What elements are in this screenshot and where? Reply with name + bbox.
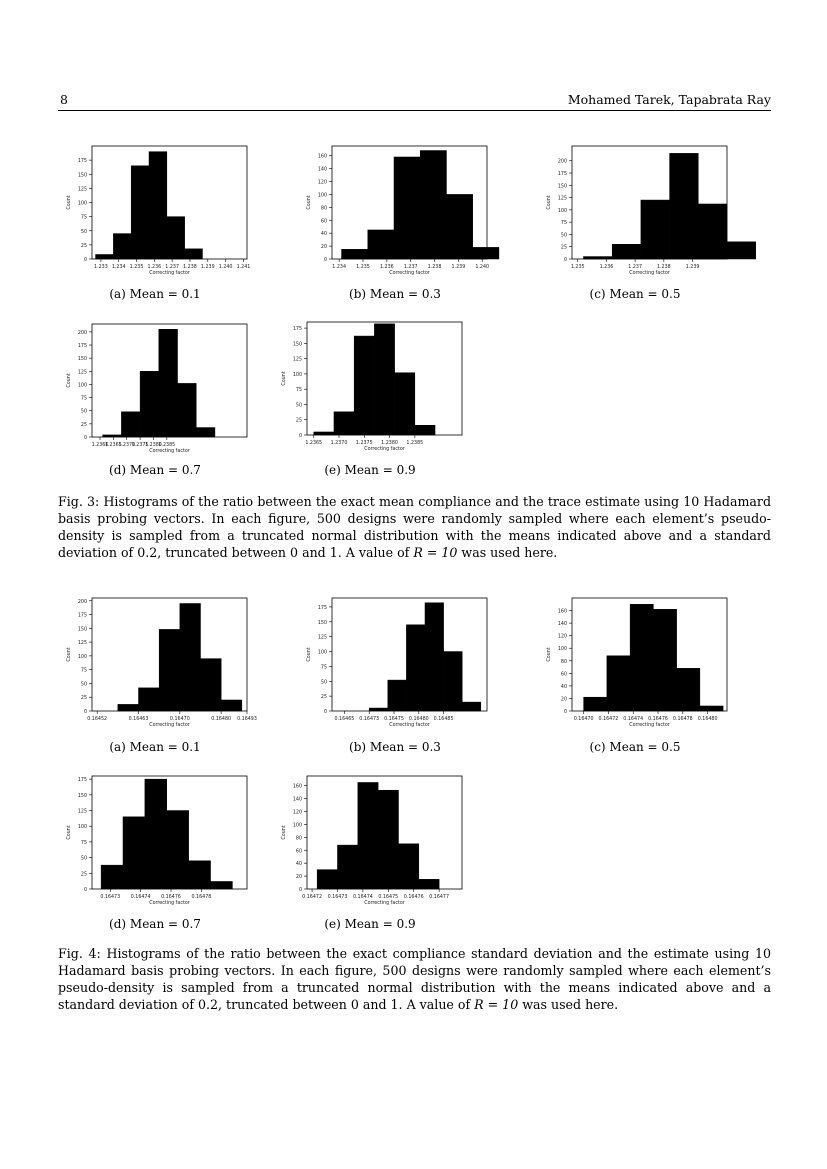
histogram-bar bbox=[473, 247, 499, 259]
histogram-bar bbox=[446, 194, 472, 259]
histogram-bar bbox=[131, 166, 149, 259]
figure-3-caption-math: R = 10 bbox=[413, 545, 458, 560]
y-tick-label: 125 bbox=[317, 635, 327, 641]
y-tick-label: 75 bbox=[80, 840, 87, 846]
y-tick-label: 150 bbox=[317, 620, 327, 626]
histogram-bar bbox=[317, 870, 337, 889]
x-tick-label: 0.16493 bbox=[237, 717, 257, 722]
x-tick-label: 1.2370 bbox=[118, 443, 136, 448]
histogram-fig3b bbox=[300, 142, 490, 277]
y-tick-label: 175 bbox=[77, 344, 87, 350]
y-axis-label: Count bbox=[547, 647, 552, 662]
figure-4-caption bbox=[58, 945, 771, 1013]
y-tick-label: 175 bbox=[317, 605, 327, 611]
x-tick-label: 0.16474 bbox=[623, 717, 644, 722]
x-tick-label: 1.240 bbox=[218, 265, 233, 270]
y-tick-label: 150 bbox=[557, 184, 567, 190]
subcaption-fig4e: (e) Mean = 0.9 bbox=[324, 917, 416, 931]
x-tick-label: 1.2380 bbox=[145, 443, 162, 448]
histogram-bar bbox=[178, 383, 197, 437]
subcaption-fig3a: (a) Mean = 0.1 bbox=[109, 287, 201, 301]
y-tick-label: 80 bbox=[320, 206, 327, 212]
y-tick-label: 50 bbox=[80, 856, 87, 862]
x-axis-label: Correcting factor bbox=[149, 449, 190, 454]
y-tick-label: 150 bbox=[77, 357, 87, 363]
y-axis-label: Count bbox=[67, 195, 72, 210]
figure-4-label: Fig. 4: bbox=[58, 946, 101, 961]
histogram-bar bbox=[406, 625, 425, 711]
y-tick-label: 150 bbox=[77, 173, 87, 179]
x-tick-label: 1.237 bbox=[165, 265, 180, 270]
x-tick-label: 0.16480 bbox=[408, 717, 429, 722]
x-tick-label: 1.238 bbox=[656, 265, 671, 270]
histogram-bar bbox=[337, 845, 357, 889]
y-tick-label: 125 bbox=[292, 357, 302, 363]
x-tick-label: 0.16470 bbox=[573, 717, 594, 722]
y-tick-label: 50 bbox=[80, 229, 87, 235]
header-rule bbox=[58, 110, 771, 111]
y-tick-label: 50 bbox=[80, 409, 87, 415]
x-axis-label: Correcting factor bbox=[149, 271, 190, 276]
x-tick-label: 0.16474 bbox=[352, 895, 373, 900]
x-tick-label: 1.241 bbox=[236, 265, 251, 270]
histogram-bar bbox=[159, 629, 180, 711]
histogram-fig3d bbox=[60, 320, 250, 455]
y-tick-label: 75 bbox=[80, 215, 87, 221]
y-axis-label: Count bbox=[307, 647, 312, 662]
page-number: 8 bbox=[60, 92, 68, 107]
histogram-bar bbox=[180, 604, 201, 711]
histogram-bar bbox=[388, 680, 407, 711]
y-tick-label: 25 bbox=[80, 872, 87, 878]
x-tick-label: 0.16463 bbox=[128, 717, 149, 722]
y-tick-label: 40 bbox=[295, 862, 302, 868]
x-axis-label: Correcting factor bbox=[389, 723, 430, 728]
y-tick-label: 100 bbox=[292, 372, 302, 378]
x-tick-label: 1.234 bbox=[111, 265, 126, 270]
x-tick-label: 1.2385 bbox=[406, 441, 424, 446]
x-tick-label: 0.16477 bbox=[429, 895, 450, 900]
x-tick-label: 1.239 bbox=[200, 265, 215, 270]
histogram-fig4e bbox=[275, 772, 465, 907]
y-tick-label: 0 bbox=[83, 258, 87, 263]
y-tick-label: 50 bbox=[80, 682, 87, 688]
histogram-bar bbox=[342, 249, 368, 259]
y-tick-label: 20 bbox=[560, 697, 567, 703]
y-tick-label: 120 bbox=[292, 810, 302, 816]
subcaption-fig3d: (d) Mean = 0.7 bbox=[109, 463, 201, 477]
subcaption-fig4d: (d) Mean = 0.7 bbox=[109, 917, 201, 931]
y-tick-label: 200 bbox=[77, 599, 87, 605]
figure-3-label: Fig. 3: bbox=[58, 494, 100, 509]
histogram-bar bbox=[211, 881, 233, 889]
histogram-bar bbox=[167, 217, 185, 259]
histogram-fig3a bbox=[60, 142, 250, 277]
histogram-bar bbox=[378, 790, 398, 889]
histogram-bar bbox=[113, 234, 131, 259]
y-tick-label: 175 bbox=[77, 613, 87, 619]
histogram-bar bbox=[612, 244, 641, 259]
y-tick-label: 120 bbox=[317, 180, 327, 186]
x-tick-label: 0.16485 bbox=[433, 717, 454, 722]
x-tick-label: 1.233 bbox=[94, 265, 108, 270]
histogram-bar bbox=[118, 704, 139, 711]
y-axis-label: Count bbox=[547, 195, 552, 210]
x-tick-label: 1.236 bbox=[147, 265, 162, 270]
histogram-bar bbox=[374, 324, 394, 435]
histogram-bar bbox=[196, 428, 215, 437]
y-axis-label: Count bbox=[67, 825, 72, 840]
histogram-bar bbox=[145, 779, 167, 889]
y-axis-label: Count bbox=[282, 371, 287, 386]
histogram-bar bbox=[607, 656, 630, 711]
y-tick-label: 40 bbox=[320, 232, 327, 238]
y-tick-label: 0 bbox=[563, 258, 567, 263]
histogram-bar bbox=[159, 329, 178, 437]
y-tick-label: 100 bbox=[77, 825, 87, 831]
histogram-bar bbox=[96, 254, 114, 259]
y-tick-label: 20 bbox=[320, 245, 327, 251]
y-tick-label: 100 bbox=[292, 823, 302, 829]
x-tick-label: 1.2375 bbox=[355, 441, 373, 446]
x-tick-label: 1.235 bbox=[356, 265, 370, 270]
running-head-authors: Mohamed Tarek, Tapabrata Ray bbox=[567, 92, 771, 107]
x-tick-label: 0.16475 bbox=[384, 717, 404, 722]
y-tick-label: 75 bbox=[80, 668, 87, 674]
figure-4-caption-text: Histograms of the ratio between the exact compliance standard deviation and the estimate using 10 Hadamard basis probing vectors. In each figure, 500 designs were randomly sampled where each element’s pseudo-density is sampled from a truncated normal distribution with the means indicated above and a standard deviation of 0.2, truncated between 0 and 1. A value of bbox=[58, 946, 771, 1012]
y-tick-label: 175 bbox=[77, 778, 87, 784]
x-tick-label: 0.16473 bbox=[327, 895, 348, 900]
figure-4-caption-math: R = 10 bbox=[474, 997, 519, 1012]
y-tick-label: 0 bbox=[83, 436, 87, 441]
subcaption-fig4c: (c) Mean = 0.5 bbox=[589, 740, 681, 754]
subcaption-fig3c: (c) Mean = 0.5 bbox=[589, 287, 681, 301]
y-tick-label: 125 bbox=[77, 641, 87, 647]
x-tick-label: 1.2385 bbox=[158, 443, 176, 448]
x-tick-label: 1.235 bbox=[129, 265, 144, 270]
subcaption-fig3e: (e) Mean = 0.9 bbox=[324, 463, 416, 477]
y-tick-label: 50 bbox=[320, 680, 327, 686]
y-tick-label: 0 bbox=[323, 258, 327, 263]
histogram-bar bbox=[700, 706, 723, 711]
x-tick-label: 0.16478 bbox=[191, 895, 212, 900]
histogram-bar bbox=[641, 200, 670, 259]
x-tick-label: 1.237 bbox=[628, 265, 643, 270]
figure-3-caption-text: Histograms of the ratio between the exact mean compliance and the trace estimate using 10 Hadamard basis probing vectors. In each figure, 500 designs were randomly sampled where each element’s pseudo-density is sampled from a truncated normal distribution with the means indicated above and a standard deviation of 0.2, truncated between 0 and 1. A value of bbox=[58, 494, 772, 560]
histogram-bar bbox=[123, 817, 145, 889]
y-tick-label: 75 bbox=[560, 221, 567, 227]
histogram-bar bbox=[444, 652, 463, 711]
histogram-bar bbox=[368, 230, 394, 259]
y-tick-label: 125 bbox=[77, 809, 87, 815]
x-axis-label: Correcting factor bbox=[389, 271, 430, 276]
y-tick-label: 25 bbox=[295, 418, 302, 424]
y-tick-label: 0 bbox=[83, 710, 87, 715]
x-tick-label: 0.16470 bbox=[169, 717, 190, 722]
histogram-bar bbox=[314, 432, 334, 435]
histogram-bar bbox=[420, 151, 446, 259]
y-tick-label: 50 bbox=[295, 403, 302, 409]
histogram-fig4d bbox=[60, 772, 250, 907]
x-axis-label: Correcting factor bbox=[149, 901, 190, 906]
x-axis-label: Correcting factor bbox=[629, 271, 670, 276]
x-tick-label: 0.16480 bbox=[211, 717, 232, 722]
histogram-bar bbox=[398, 844, 418, 889]
y-tick-label: 200 bbox=[557, 159, 567, 165]
y-tick-label: 100 bbox=[77, 201, 87, 207]
x-tick-label: 1.235 bbox=[570, 265, 585, 270]
histogram-fig3e bbox=[275, 318, 465, 453]
y-tick-label: 160 bbox=[317, 154, 327, 160]
x-tick-label: 1.234 bbox=[332, 265, 347, 270]
y-tick-label: 125 bbox=[77, 370, 87, 376]
histogram-bar bbox=[584, 697, 607, 711]
y-tick-label: 60 bbox=[320, 219, 327, 225]
histogram-fig4a bbox=[60, 594, 257, 729]
histogram-bar bbox=[149, 152, 167, 259]
y-tick-label: 150 bbox=[292, 342, 302, 348]
y-axis-label: Count bbox=[282, 825, 287, 840]
y-tick-label: 175 bbox=[557, 172, 567, 178]
x-tick-label: 1.237 bbox=[403, 265, 418, 270]
y-tick-label: 100 bbox=[317, 193, 327, 199]
histogram-bar bbox=[221, 700, 242, 711]
x-tick-label: 1.238 bbox=[183, 265, 197, 270]
y-tick-label: 0 bbox=[323, 710, 327, 715]
histogram-bar bbox=[140, 371, 159, 437]
y-tick-label: 100 bbox=[317, 650, 327, 656]
y-tick-label: 75 bbox=[320, 665, 327, 671]
histogram-bar bbox=[369, 708, 388, 711]
x-axis-label: Correcting factor bbox=[629, 723, 670, 728]
histogram-bar bbox=[101, 865, 123, 889]
histogram-bar bbox=[419, 879, 439, 889]
y-tick-label: 140 bbox=[292, 797, 302, 803]
histogram-bar bbox=[670, 153, 699, 259]
histogram-fig3c bbox=[540, 142, 730, 277]
x-tick-label: 1.2380 bbox=[381, 441, 398, 446]
x-tick-label: 1.239 bbox=[685, 265, 700, 270]
x-axis-label: Correcting factor bbox=[364, 901, 405, 906]
x-tick-label: 0.16476 bbox=[161, 895, 181, 900]
x-tick-label: 1.240 bbox=[475, 265, 490, 270]
subcaption-fig3b: (b) Mean = 0.3 bbox=[349, 287, 441, 301]
histogram-bar bbox=[201, 659, 222, 711]
y-tick-label: 0 bbox=[298, 888, 302, 893]
histogram-bar bbox=[630, 604, 653, 711]
x-tick-label: 0.16475 bbox=[378, 895, 399, 900]
x-tick-label: 0.16473 bbox=[100, 895, 121, 900]
y-tick-label: 75 bbox=[80, 396, 87, 402]
histogram-bar bbox=[334, 412, 354, 435]
x-tick-label: 1.2375 bbox=[131, 443, 149, 448]
x-tick-label: 0.16452 bbox=[87, 717, 108, 722]
figure-3-caption-tail: was used here. bbox=[457, 545, 558, 560]
y-tick-label: 20 bbox=[295, 875, 302, 881]
y-tick-label: 120 bbox=[557, 634, 567, 640]
x-tick-label: 0.16474 bbox=[130, 895, 151, 900]
histogram-bar bbox=[727, 242, 756, 259]
histogram-bar bbox=[395, 373, 415, 435]
y-tick-label: 25 bbox=[80, 243, 87, 249]
y-tick-label: 140 bbox=[557, 622, 567, 628]
y-tick-label: 40 bbox=[560, 684, 567, 690]
histogram-bar bbox=[425, 603, 444, 711]
x-tick-label: 1.2370 bbox=[330, 441, 348, 446]
y-tick-label: 125 bbox=[557, 196, 567, 202]
x-tick-label: 0.16478 bbox=[672, 717, 693, 722]
y-tick-label: 60 bbox=[560, 672, 567, 678]
y-axis-label: Count bbox=[307, 195, 312, 210]
histogram-bar bbox=[167, 811, 189, 889]
y-tick-label: 25 bbox=[560, 245, 567, 251]
y-tick-label: 150 bbox=[77, 793, 87, 799]
y-tick-label: 175 bbox=[292, 327, 302, 333]
histogram-fig4c bbox=[540, 594, 730, 729]
x-tick-label: 0.16472 bbox=[302, 895, 323, 900]
y-axis-label: Count bbox=[67, 647, 72, 662]
x-tick-label: 1.236 bbox=[379, 265, 394, 270]
histogram-bar bbox=[677, 668, 700, 711]
y-tick-label: 175 bbox=[77, 159, 87, 165]
y-tick-label: 25 bbox=[80, 696, 87, 702]
y-tick-label: 100 bbox=[557, 208, 567, 214]
y-tick-label: 160 bbox=[557, 609, 567, 615]
y-tick-label: 25 bbox=[80, 422, 87, 428]
y-tick-label: 125 bbox=[77, 187, 87, 193]
x-tick-label: 1.2365 bbox=[104, 443, 122, 448]
histogram-bar bbox=[185, 249, 203, 259]
y-tick-label: 100 bbox=[557, 647, 567, 653]
x-tick-label: 0.16465 bbox=[334, 717, 355, 722]
figure-4-caption-tail: was used here. bbox=[518, 997, 619, 1012]
y-tick-label: 0 bbox=[83, 888, 87, 893]
x-axis-label: Correcting factor bbox=[149, 723, 190, 728]
y-tick-label: 0 bbox=[298, 434, 302, 439]
x-tick-label: 1.238 bbox=[427, 265, 442, 270]
y-axis-label: Count bbox=[67, 373, 72, 388]
subcaption-fig4b: (b) Mean = 0.3 bbox=[349, 740, 441, 754]
subcaption-fig4a: (a) Mean = 0.1 bbox=[109, 740, 201, 754]
x-tick-label: 1.236 bbox=[599, 265, 614, 270]
y-tick-label: 50 bbox=[560, 233, 567, 239]
histogram-bar bbox=[415, 425, 435, 435]
y-tick-label: 200 bbox=[77, 330, 87, 336]
histogram-bar bbox=[189, 861, 211, 889]
histogram-bar bbox=[121, 412, 140, 437]
x-axis-label: Correcting factor bbox=[364, 447, 405, 452]
x-tick-label: 0.16472 bbox=[598, 717, 619, 722]
x-tick-label: 0.16473 bbox=[359, 717, 380, 722]
y-tick-label: 150 bbox=[77, 627, 87, 633]
x-tick-label: 1.2366 bbox=[91, 443, 109, 448]
histogram-fig4b bbox=[300, 594, 490, 729]
histogram-bar bbox=[394, 157, 420, 259]
y-tick-label: 100 bbox=[77, 654, 87, 660]
x-tick-label: 1.2365 bbox=[305, 441, 323, 446]
x-tick-label: 0.16480 bbox=[697, 717, 718, 722]
y-tick-label: 0 bbox=[563, 710, 567, 715]
histogram-bar bbox=[354, 336, 374, 435]
histogram-bar bbox=[462, 702, 481, 711]
y-tick-label: 140 bbox=[317, 167, 327, 173]
x-tick-label: 0.16476 bbox=[403, 895, 424, 900]
x-tick-label: 0.16476 bbox=[648, 717, 668, 722]
histogram-bar bbox=[358, 782, 378, 889]
histogram-bar bbox=[139, 688, 160, 711]
y-tick-label: 25 bbox=[320, 695, 327, 701]
y-tick-label: 60 bbox=[295, 849, 302, 855]
y-tick-label: 100 bbox=[77, 383, 87, 389]
x-tick-label: 1.239 bbox=[451, 265, 466, 270]
figure-3-caption bbox=[58, 493, 771, 561]
y-tick-label: 160 bbox=[292, 784, 302, 790]
y-tick-label: 80 bbox=[560, 659, 567, 665]
y-tick-label: 75 bbox=[295, 388, 302, 394]
histogram-bar bbox=[698, 204, 727, 259]
histogram-bar bbox=[653, 609, 676, 711]
y-tick-label: 80 bbox=[295, 836, 302, 842]
